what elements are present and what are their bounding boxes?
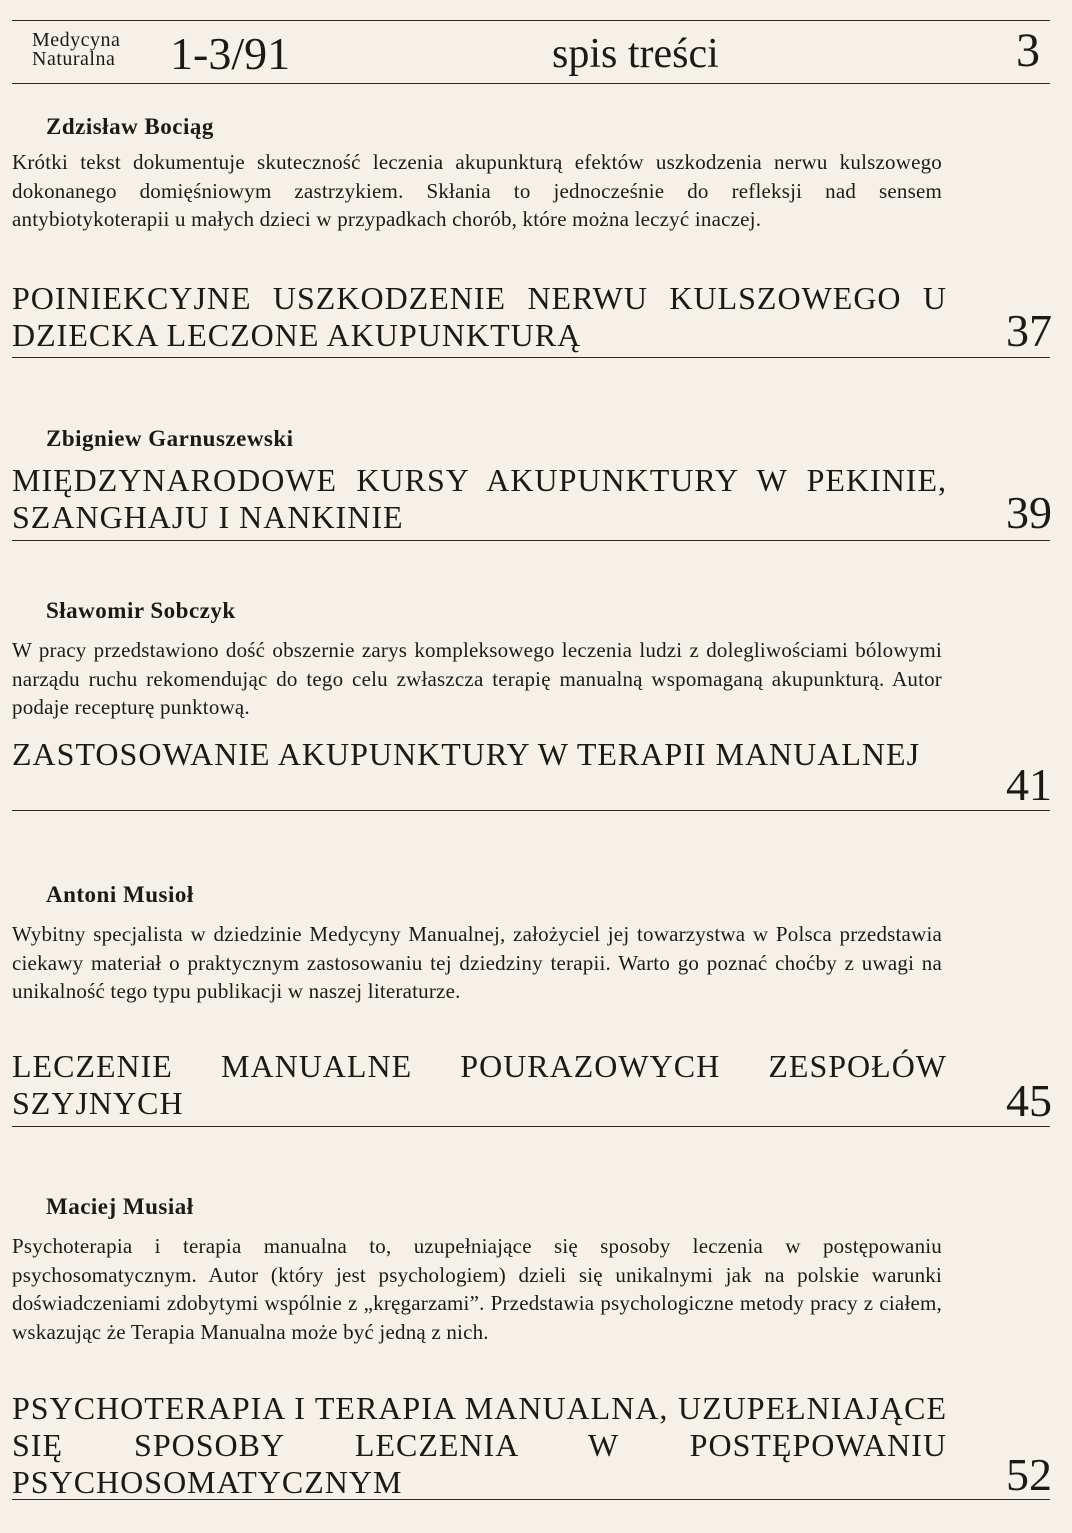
toc-entry [12, 882, 1054, 1130]
entry-title[interactable]: ZASTOSOWANIE AKUPUNKTURY W TERAPII MANUALNEJ [12, 736, 921, 772]
entry-page-number[interactable]: 37 [1006, 305, 1052, 356]
entry-abstract: W pracy przedstawiono dość obszernie zarys kompleksowego leczenia ludzi z dolegliwościami bólowymi narządu ruchu rekomendując do tego celu zwłaszcza terapię manualną wspomaganą akupunkturą. Autor podaje recepturę punktową. [12, 638, 942, 719]
entry-divider [12, 1499, 1050, 1500]
entry-page-number[interactable]: 52 [1006, 1449, 1052, 1500]
toc-entry [12, 114, 1054, 359]
entry-divider [12, 540, 1050, 541]
issue-number: 1-3/91 [170, 28, 291, 79]
entry-divider [12, 810, 1050, 811]
entry-title[interactable]: PSYCHOTERAPIA I TERAPIA MANUALNA, UZUPEŁNIAJĄCE SIĘ SPOSOBY LECZENIA W POSTĘPOWANIU PSYCHOSOMATYCZNYM [12, 1390, 947, 1500]
entry-author: Antoni Musioł [46, 882, 194, 907]
toc-entry [12, 426, 1054, 544]
page-title: spis treści [552, 31, 719, 77]
entry-page-number[interactable]: 41 [1006, 759, 1052, 810]
entry-author: Zbigniew Garnuszewski [46, 426, 294, 451]
journal-name [32, 31, 120, 69]
entry-title[interactable]: POINIEKCYJNE USZKODZENIE NERWU KULSZOWEGO U DZIECKA LECZONE AKUPUNKTURĄ [12, 280, 947, 353]
entry-page-number[interactable]: 39 [1006, 487, 1052, 538]
entry-divider [12, 1126, 1050, 1127]
entry-abstract: Psychoterapia i terapia manualna to, uzupełniające się sposoby leczenia w postępowaniu psychosomatycznym. Autor (który jest psychologiem) dzieli się unikalnymi jak na polskie warunki doświadczeniami zdobytymi wspólnie z „kręgarzami”. Przedstawia psychologiczne metody pracy z ciałem, wskazując że Terapia Manualna może być jedną z nich. [12, 1234, 942, 1344]
journal-name-line1: Medycyna [32, 29, 121, 51]
entry-title[interactable]: MIĘDZYNARODOWE KURSY AKUPUNKTURY W PEKINIE, SZANGHAJU I NANKINIE [12, 462, 947, 535]
entry-author: Zdzisław Bociąg [46, 114, 214, 139]
toc-entry [12, 598, 1054, 813]
entry-author: Sławomir Sobczyk [46, 598, 236, 623]
page-number: 3 [1016, 24, 1040, 77]
entry-abstract: Krótki tekst dokumentuje skuteczność leczenia akupunkturą efektów uszkodzenia nerwu kulszowego dokonanego domięśniowym zastrzykiem. Skłania to jednocześnie do refleksji nad sensem antybiotykoterapii u małych dzieci w przypadkach chorób, które można leczyć inaczej. [12, 150, 942, 231]
journal-name-line2: Naturalna [32, 48, 116, 70]
entry-divider [12, 357, 1050, 358]
entry-page-number[interactable]: 45 [1006, 1075, 1052, 1126]
masthead [12, 20, 1050, 84]
toc-entry [12, 1194, 1054, 1504]
entry-author: Maciej Musiał [46, 1194, 194, 1219]
entry-abstract: Wybitny specjalista w dziedzinie Medycyny Manualnej, założyciel jej towarzystwa w Polsca przedstawia ciekawy materiał o praktycznym zastosowaniu tej dziedziny terapii. Warto go poznać choćby z uwagi na unikalność tego typu publikacji w naszej literaturze. [12, 922, 942, 1003]
entry-title[interactable]: LECZENIE MANUALNE POURAZOWYCH ZESPOŁÓW SZYJNYCH [12, 1048, 947, 1121]
